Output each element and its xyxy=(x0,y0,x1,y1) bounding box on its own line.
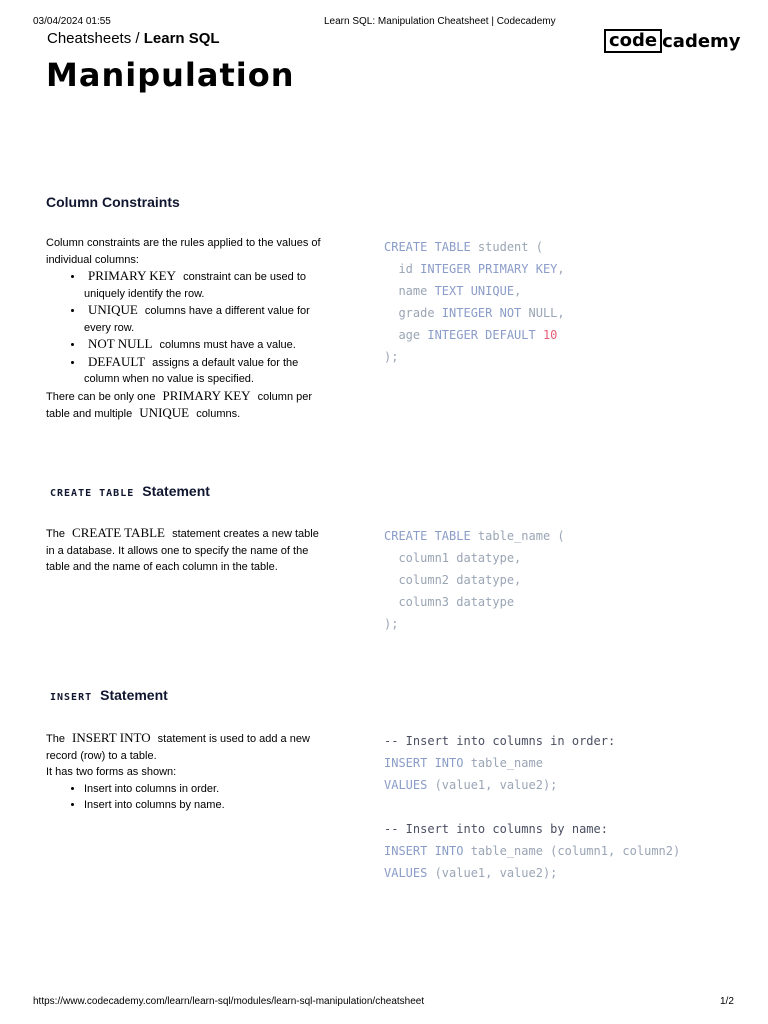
list-item: • Insert into columns by name. xyxy=(84,797,328,814)
code-text: name xyxy=(384,284,435,298)
list-item xyxy=(84,336,328,354)
code-keyword: TEXT UNIQUE xyxy=(434,284,515,298)
code-text: (value1, value2); xyxy=(427,866,558,880)
paragraph-text: statement creates a new table in a database. It allows one to specify the name of the table and the name of each column in the table. xyxy=(46,528,319,573)
list-item-text: columns must have a value. xyxy=(159,339,296,351)
code-text: grade xyxy=(384,306,442,320)
inline-code: NOT NULL xyxy=(88,336,153,351)
list-item: • Insert into columns in order. xyxy=(84,781,328,798)
inline-code: PRIMARY KEY xyxy=(88,268,177,283)
logo-code-box: code xyxy=(604,29,662,53)
insert-paragraph xyxy=(46,730,328,764)
section-title: Statement xyxy=(142,483,210,499)
code-text: column2 datatype, xyxy=(384,573,522,587)
code-text: ); xyxy=(384,617,399,631)
constraints-description xyxy=(46,235,328,423)
code-number: 10 xyxy=(535,328,558,342)
outro-text: column per table and multiple xyxy=(46,390,313,420)
constraints-intro: Column constraints are the rules applied to the values of individual columns: xyxy=(46,237,321,266)
code-example-insert xyxy=(384,730,680,884)
code-text: , xyxy=(514,284,522,298)
code-text: NULL xyxy=(521,306,558,320)
paragraph-text: The xyxy=(46,528,65,540)
outro-text: columns. xyxy=(196,408,241,420)
code-keyword: INTEGER PRIMARY KEY xyxy=(420,262,558,276)
code-keyword: VALUES xyxy=(384,866,428,880)
list-item-text: assigns a default value for the column when no value is specified. xyxy=(84,356,299,385)
paragraph-text: statement is used to add a new record (row) to a table. xyxy=(46,733,310,762)
code-keyword: INSERT INTO xyxy=(384,844,464,858)
code-text: age xyxy=(384,328,428,342)
list-item-text: columns have a different value for every row. xyxy=(84,305,310,334)
breadcrumb-current[interactable]: Learn SQL xyxy=(143,30,220,47)
section-title: Column Constraints xyxy=(46,194,180,210)
codecademy-logo[interactable] xyxy=(604,29,741,53)
inline-code: UNIQUE xyxy=(88,302,138,317)
code-comment: -- Insert into columns by name: xyxy=(384,822,608,836)
print-date: 03/04/2024 01:55 xyxy=(33,16,111,27)
page-number: 1/2 xyxy=(720,996,734,1007)
constraints-outro xyxy=(46,388,328,423)
list-item xyxy=(84,354,328,388)
section-title: Statement xyxy=(100,687,168,703)
insert-forms-intro: It has two forms as shown: xyxy=(46,766,177,778)
code-keyword: CREATE TABLE xyxy=(384,240,471,254)
code-text: , xyxy=(557,262,565,276)
code-example-create-table xyxy=(384,525,565,635)
code-text: (value1, value2); xyxy=(427,778,558,792)
section-heading-insert xyxy=(50,687,168,703)
code-keyword: INTEGER DEFAULT xyxy=(427,328,536,342)
code-text: student ( xyxy=(470,240,543,254)
inline-code: DEFAULT xyxy=(88,353,146,369)
inline-code: PRIMARY KEY xyxy=(162,387,251,403)
paragraph-text: The xyxy=(46,733,65,745)
breadcrumb xyxy=(47,30,220,47)
code-keyword: VALUES xyxy=(384,778,428,792)
insert-forms-list xyxy=(46,781,328,814)
code-keyword: INTEGER NOT xyxy=(441,306,522,320)
code-text: table_name xyxy=(463,756,543,770)
inline-code: CREATE TABLE xyxy=(72,525,165,540)
list-item-text: constraint can be used to uniquely identify the row. xyxy=(84,271,306,300)
document-title: Learn SQL: Manipulation Cheatsheet | Codecademy xyxy=(324,16,556,27)
list-item xyxy=(84,268,328,302)
code-text: table_name (column1, column2) xyxy=(463,844,681,858)
code-text: table_name ( xyxy=(470,529,565,543)
logo-text: cademy xyxy=(662,30,741,52)
page-title: Manipulation xyxy=(46,56,295,94)
constraints-list xyxy=(46,268,328,388)
code-text: id xyxy=(384,262,421,276)
code-example-constraints xyxy=(384,236,565,368)
code-text: column3 datatype xyxy=(384,595,515,609)
code-keyword: CREATE TABLE xyxy=(384,529,471,543)
code-text: ); xyxy=(384,350,399,364)
inline-code: UNIQUE xyxy=(139,405,190,420)
list-item xyxy=(84,302,328,336)
outro-text: There can be only one xyxy=(46,390,156,403)
footer-url[interactable]: https://www.codecademy.com/learn/learn-sql/modules/learn-sql-manipulation/cheatsheet xyxy=(33,996,425,1007)
code-keyword: INSERT INTO xyxy=(384,756,464,770)
code-text: column1 datatype, xyxy=(384,551,522,565)
code-text: , xyxy=(557,306,565,320)
section-title-code: CREATE TABLE xyxy=(50,488,135,499)
code-comment: -- Insert into columns in order: xyxy=(384,734,616,748)
create-table-description xyxy=(46,525,328,576)
breadcrumb-separator: / xyxy=(135,30,140,47)
section-heading-create-table xyxy=(50,483,210,499)
section-title-code: INSERT xyxy=(50,692,93,703)
inline-code: INSERT INTO xyxy=(72,730,151,745)
breadcrumb-root[interactable]: Cheatsheets xyxy=(47,30,132,47)
create-table-paragraph xyxy=(46,525,328,576)
section-heading-column-constraints xyxy=(46,194,180,210)
insert-description xyxy=(46,730,328,814)
